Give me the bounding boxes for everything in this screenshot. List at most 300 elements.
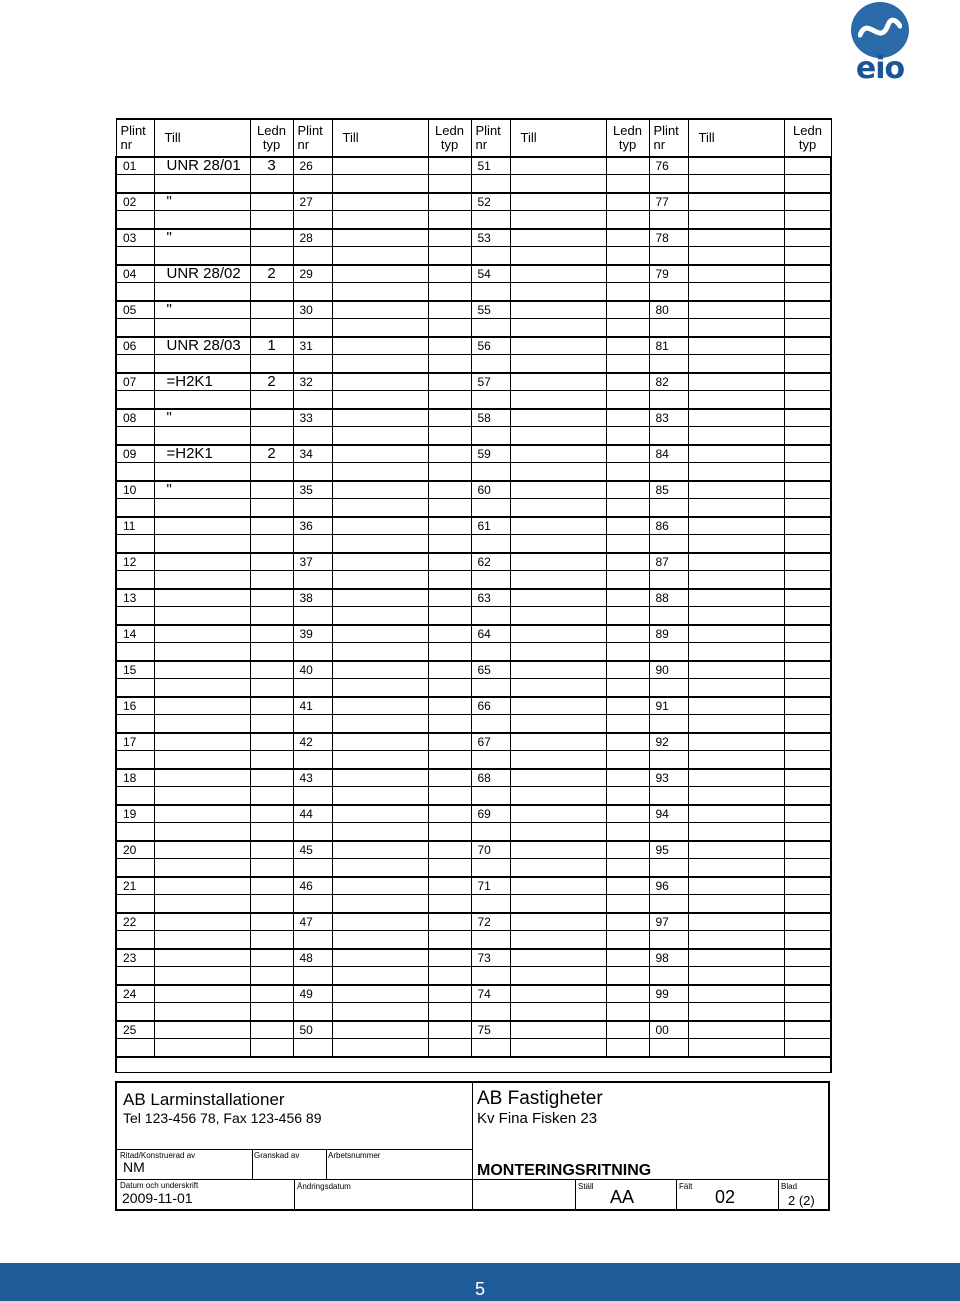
terminal-number: 46 <box>293 877 332 895</box>
terminal-ledn-typ <box>606 697 649 715</box>
empty-cell <box>471 211 510 230</box>
empty-cell <box>293 931 332 950</box>
terminal-till <box>154 769 250 787</box>
terminal-till: " <box>154 193 250 211</box>
empty-cell <box>471 175 510 194</box>
empty-cell <box>116 1039 154 1058</box>
terminal-till <box>332 265 428 283</box>
terminal-number: 77 <box>649 193 688 211</box>
empty-cell <box>250 751 293 770</box>
terminal-number: 31 <box>293 337 332 355</box>
terminal-ledn-typ <box>784 661 831 679</box>
revision-date-label: Ändringsdatum <box>297 1182 351 1191</box>
empty-cell <box>293 499 332 518</box>
terminal-number: 44 <box>293 805 332 823</box>
empty-cell <box>293 895 332 914</box>
terminal-number: 22 <box>116 913 154 931</box>
terminal-number: 54 <box>471 265 510 283</box>
terminal-till <box>332 625 428 643</box>
empty-cell <box>649 751 688 770</box>
empty-cell <box>649 1003 688 1022</box>
terminal-ledn-typ <box>606 733 649 751</box>
empty-cell <box>784 787 831 806</box>
empty-cell <box>332 607 428 626</box>
terminal-till <box>510 301 606 319</box>
empty-cell <box>250 895 293 914</box>
divider <box>575 1179 576 1209</box>
empty-cell <box>510 823 606 842</box>
empty-cell <box>116 895 154 914</box>
empty-cell <box>428 1003 471 1022</box>
terminal-till <box>332 157 428 175</box>
empty-cell <box>471 499 510 518</box>
empty-cell <box>471 931 510 950</box>
terminal-till <box>510 373 606 391</box>
empty-cell <box>471 1003 510 1022</box>
terminal-number: 33 <box>293 409 332 427</box>
empty-cell <box>688 787 784 806</box>
header-ledn-typ: Ledn typ <box>250 119 293 157</box>
empty-cell <box>784 283 831 302</box>
empty-cell <box>784 931 831 950</box>
terminal-till <box>332 805 428 823</box>
terminal-till <box>332 445 428 463</box>
terminal-number: 10 <box>116 481 154 499</box>
empty-cell <box>250 787 293 806</box>
empty-cell <box>510 643 606 662</box>
terminal-till <box>688 265 784 283</box>
terminal-till <box>332 553 428 571</box>
empty-cell <box>154 175 250 194</box>
empty-cell <box>332 247 428 266</box>
terminal-number: 28 <box>293 229 332 247</box>
empty-cell <box>784 175 831 194</box>
table-subrow <box>116 175 831 194</box>
terminal-number: 98 <box>649 949 688 967</box>
terminal-ledn-typ <box>606 517 649 535</box>
empty-cell <box>649 427 688 446</box>
empty-cell <box>332 751 428 770</box>
empty-cell <box>293 427 332 446</box>
header-till: Till <box>332 119 428 157</box>
empty-cell <box>116 751 154 770</box>
terminal-ledn-typ <box>428 1021 471 1039</box>
terminal-number: 96 <box>649 877 688 895</box>
terminal-till <box>688 229 784 247</box>
terminal-ledn-typ <box>784 229 831 247</box>
stall-value: AA <box>610 1187 635 1207</box>
document-type: MONTERINGSRITNING <box>477 1162 652 1179</box>
terminal-number: 29 <box>293 265 332 283</box>
terminal-number: 79 <box>649 265 688 283</box>
terminal-ledn-typ <box>250 661 293 679</box>
empty-cell <box>293 391 332 410</box>
terminal-till <box>154 949 250 967</box>
empty-cell <box>154 319 250 338</box>
terminal-till <box>688 625 784 643</box>
terminal-ledn-typ <box>606 913 649 931</box>
empty-cell <box>784 823 831 842</box>
empty-cell <box>510 1003 606 1022</box>
empty-cell <box>649 355 688 374</box>
empty-cell <box>649 679 688 698</box>
empty-cell <box>250 823 293 842</box>
wave-icon <box>858 17 902 43</box>
empty-cell <box>688 427 784 446</box>
divider <box>117 1149 472 1150</box>
terminal-till <box>510 481 606 499</box>
header-ledn-typ: Ledn typ <box>606 119 649 157</box>
terminal-number: 02 <box>116 193 154 211</box>
drawn-by-value: NM <box>123 1159 145 1175</box>
terminal-number: 58 <box>471 409 510 427</box>
terminal-till <box>510 697 606 715</box>
terminal-till <box>688 589 784 607</box>
header-till: Till <box>154 119 250 157</box>
terminal-ledn-typ <box>784 481 831 499</box>
empty-cell <box>428 715 471 734</box>
header-ledn-typ: Ledn typ <box>428 119 471 157</box>
terminal-ledn-typ: 2 <box>250 445 293 463</box>
empty-cell <box>471 787 510 806</box>
empty-cell <box>688 355 784 374</box>
empty-cell <box>293 571 332 590</box>
empty-cell <box>116 319 154 338</box>
empty-cell <box>649 643 688 662</box>
table-subrow <box>116 211 831 230</box>
terminal-ledn-typ <box>606 373 649 391</box>
terminal-ledn-typ <box>606 265 649 283</box>
table-subrow <box>116 967 831 986</box>
terminal-ledn-typ <box>784 625 831 643</box>
empty-cell <box>116 607 154 626</box>
terminal-till <box>332 409 428 427</box>
terminal-number: 56 <box>471 337 510 355</box>
empty-cell <box>510 175 606 194</box>
empty-cell <box>154 1039 250 1058</box>
empty-cell <box>154 427 250 446</box>
terminal-till <box>332 985 428 1003</box>
terminal-number: 23 <box>116 949 154 967</box>
table-subrow <box>116 427 831 446</box>
terminal-number: 97 <box>649 913 688 931</box>
terminal-ledn-typ <box>428 193 471 211</box>
empty-cell <box>606 643 649 662</box>
terminal-till: UNR 28/02 <box>154 265 250 283</box>
empty-cell <box>250 643 293 662</box>
terminal-till <box>154 625 250 643</box>
empty-cell <box>606 391 649 410</box>
table-subrow <box>116 319 831 338</box>
terminal-ledn-typ <box>606 193 649 211</box>
empty-cell <box>332 571 428 590</box>
empty-cell <box>471 895 510 914</box>
terminal-till <box>510 409 606 427</box>
empty-cell <box>428 787 471 806</box>
terminal-ledn-typ <box>606 229 649 247</box>
terminal-ledn-typ <box>428 373 471 391</box>
terminal-ledn-typ <box>428 949 471 967</box>
terminal-ledn-typ <box>606 445 649 463</box>
terminal-till <box>332 1021 428 1039</box>
terminal-number: 14 <box>116 625 154 643</box>
empty-cell <box>471 247 510 266</box>
terminal-ledn-typ <box>784 373 831 391</box>
terminal-ledn-typ <box>606 661 649 679</box>
empty-cell <box>606 715 649 734</box>
table-row <box>116 841 831 859</box>
terminal-till <box>510 769 606 787</box>
terminal-number: 87 <box>649 553 688 571</box>
empty-cell <box>332 643 428 662</box>
terminal-ledn-typ <box>250 949 293 967</box>
terminal-ledn-typ <box>428 841 471 859</box>
table-subrow <box>116 499 831 518</box>
empty-cell <box>116 787 154 806</box>
empty-cell <box>606 895 649 914</box>
terminal-till <box>332 949 428 967</box>
empty-cell <box>250 571 293 590</box>
empty-cell <box>471 715 510 734</box>
empty-cell <box>606 571 649 590</box>
empty-cell <box>784 1003 831 1022</box>
empty-cell <box>154 679 250 698</box>
table-subrow <box>116 283 831 302</box>
table-subrow <box>116 823 831 842</box>
terminal-number: 19 <box>116 805 154 823</box>
empty-cell <box>293 859 332 878</box>
divider <box>676 1179 677 1209</box>
terminal-number: 47 <box>293 913 332 931</box>
terminal-number: 80 <box>649 301 688 319</box>
header-till: Till <box>688 119 784 157</box>
empty-cell <box>428 859 471 878</box>
empty-cell <box>688 391 784 410</box>
terminal-till <box>688 985 784 1003</box>
empty-cell <box>293 751 332 770</box>
falt-label: Fält <box>679 1182 693 1191</box>
terminal-number: 40 <box>293 661 332 679</box>
empty-cell <box>293 967 332 986</box>
terminal-till <box>688 373 784 391</box>
terminal-number: 32 <box>293 373 332 391</box>
terminal-till <box>332 517 428 535</box>
terminal-till <box>154 913 250 931</box>
empty-cell <box>688 463 784 482</box>
empty-cell <box>510 967 606 986</box>
empty-cell <box>332 355 428 374</box>
empty-cell <box>784 967 831 986</box>
empty-cell <box>649 211 688 230</box>
empty-cell <box>428 895 471 914</box>
empty-cell <box>649 319 688 338</box>
table-row <box>116 769 831 787</box>
terminal-number: 09 <box>116 445 154 463</box>
empty-cell <box>116 967 154 986</box>
terminal-till <box>510 157 606 175</box>
terminal-number: 61 <box>471 517 510 535</box>
table-subrow <box>116 859 831 878</box>
terminal-till <box>332 229 428 247</box>
table-row <box>116 445 831 463</box>
empty-cell <box>606 607 649 626</box>
empty-cell <box>116 715 154 734</box>
empty-cell <box>784 859 831 878</box>
empty-cell <box>606 499 649 518</box>
empty-cell <box>116 931 154 950</box>
empty-cell <box>649 967 688 986</box>
terminal-ledn-typ <box>784 193 831 211</box>
terminal-number: 42 <box>293 733 332 751</box>
table-subrow <box>116 607 831 626</box>
terminal-till: =H2K1 <box>154 445 250 463</box>
empty-cell <box>293 643 332 662</box>
empty-cell <box>471 607 510 626</box>
empty-cell <box>606 535 649 554</box>
empty-cell <box>332 175 428 194</box>
terminal-till <box>688 337 784 355</box>
empty-cell <box>428 463 471 482</box>
empty-cell <box>250 319 293 338</box>
terminal-ledn-typ <box>428 661 471 679</box>
empty-cell <box>606 967 649 986</box>
empty-cell <box>293 283 332 302</box>
terminal-ledn-typ <box>428 553 471 571</box>
terminal-till <box>332 193 428 211</box>
terminal-ledn-typ <box>606 337 649 355</box>
terminal-number: 70 <box>471 841 510 859</box>
empty-cell <box>332 895 428 914</box>
terminal-ledn-typ <box>428 265 471 283</box>
terminal-till <box>510 1021 606 1039</box>
terminal-ledn-typ <box>784 517 831 535</box>
falt-value: 02 <box>715 1187 736 1207</box>
empty-cell <box>293 787 332 806</box>
empty-cell <box>649 175 688 194</box>
empty-cell <box>116 679 154 698</box>
divider <box>326 1149 327 1179</box>
empty-cell <box>250 535 293 554</box>
empty-cell <box>428 211 471 230</box>
empty-cell <box>688 643 784 662</box>
terminal-till <box>332 337 428 355</box>
empty-cell <box>250 1039 293 1058</box>
terminal-till <box>510 733 606 751</box>
terminal-number: 36 <box>293 517 332 535</box>
company-contact: Tel 123-456 78, Fax 123-456 89 <box>123 1110 322 1126</box>
terminal-ledn-typ <box>784 769 831 787</box>
terminal-ledn-typ <box>606 409 649 427</box>
empty-cell <box>510 931 606 950</box>
empty-cell <box>649 463 688 482</box>
blad-label: Blad <box>781 1182 798 1191</box>
empty-cell <box>510 571 606 590</box>
table-subrow <box>116 355 831 374</box>
empty-cell <box>606 679 649 698</box>
empty-cell <box>606 787 649 806</box>
empty-cell <box>293 535 332 554</box>
terminal-till: " <box>154 301 250 319</box>
empty-cell <box>688 679 784 698</box>
empty-cell <box>293 607 332 626</box>
terminal-till <box>688 1021 784 1039</box>
terminal-ledn-typ: 3 <box>250 157 293 175</box>
empty-cell <box>510 895 606 914</box>
terminal-till <box>688 877 784 895</box>
terminal-number: 74 <box>471 985 510 1003</box>
terminal-number: 73 <box>471 949 510 967</box>
terminal-ledn-typ <box>784 589 831 607</box>
terminal-ledn-typ <box>784 301 831 319</box>
terminal-number: 27 <box>293 193 332 211</box>
empty-cell <box>428 319 471 338</box>
terminal-till: " <box>154 409 250 427</box>
terminal-number: 57 <box>471 373 510 391</box>
empty-cell <box>428 391 471 410</box>
empty-cell <box>784 355 831 374</box>
terminal-number: 04 <box>116 265 154 283</box>
terminal-till <box>332 589 428 607</box>
empty-cell <box>250 607 293 626</box>
terminal-ledn-typ <box>784 913 831 931</box>
terminal-till <box>688 913 784 931</box>
terminal-till <box>510 589 606 607</box>
terminal-number: 59 <box>471 445 510 463</box>
terminal-number: 52 <box>471 193 510 211</box>
terminal-till <box>688 301 784 319</box>
terminal-till <box>688 841 784 859</box>
empty-cell <box>332 463 428 482</box>
header-plint-nr: Plint nr <box>649 119 688 157</box>
empty-cell <box>471 463 510 482</box>
terminal-number: 95 <box>649 841 688 859</box>
empty-cell <box>428 355 471 374</box>
terminal-number: 50 <box>293 1021 332 1039</box>
terminal-ledn-typ <box>784 733 831 751</box>
table-subrow <box>116 715 831 734</box>
table-subrow <box>116 1003 831 1022</box>
table-row <box>116 805 831 823</box>
terminal-number: 43 <box>293 769 332 787</box>
terminal-ledn-typ <box>428 985 471 1003</box>
empty-cell <box>688 607 784 626</box>
terminal-ledn-typ <box>784 409 831 427</box>
terminal-number: 60 <box>471 481 510 499</box>
terminal-till <box>510 949 606 967</box>
table-subrow <box>116 535 831 554</box>
terminal-number: 21 <box>116 877 154 895</box>
empty-cell <box>250 463 293 482</box>
terminal-number: 45 <box>293 841 332 859</box>
empty-cell <box>154 391 250 410</box>
stall-label: Ställ <box>578 1182 594 1191</box>
terminal-ledn-typ <box>606 157 649 175</box>
terminal-number: 13 <box>116 589 154 607</box>
terminal-ledn-typ <box>428 481 471 499</box>
terminal-number: 48 <box>293 949 332 967</box>
empty-cell <box>116 391 154 410</box>
empty-cell <box>688 751 784 770</box>
terminal-ledn-typ <box>250 553 293 571</box>
terminal-number: 53 <box>471 229 510 247</box>
terminal-till <box>688 409 784 427</box>
terminal-ledn-typ <box>250 481 293 499</box>
empty-cell <box>154 535 250 554</box>
terminal-ledn-typ <box>606 805 649 823</box>
empty-cell <box>688 715 784 734</box>
terminal-ledn-typ <box>606 949 649 967</box>
empty-cell <box>784 607 831 626</box>
